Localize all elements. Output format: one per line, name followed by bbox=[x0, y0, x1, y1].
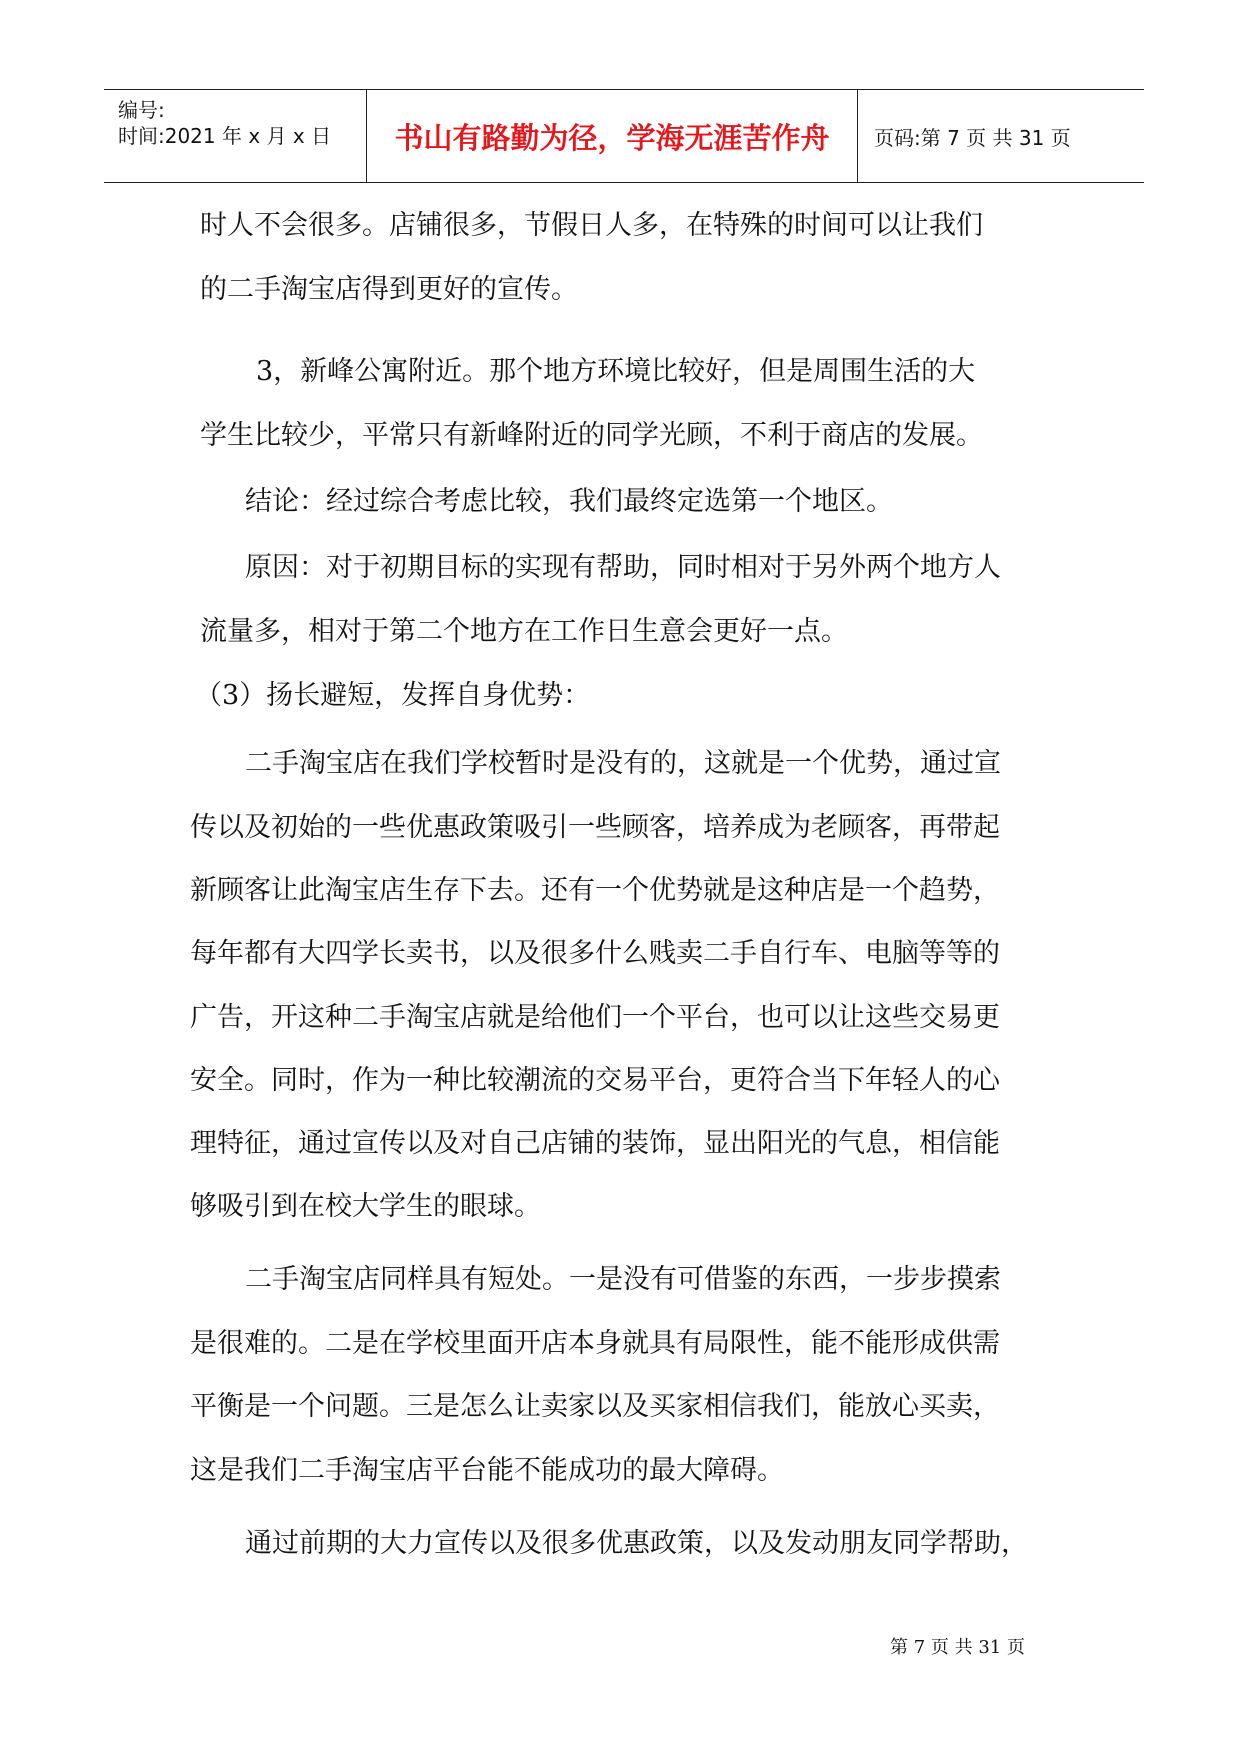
section-heading: （3）扬长避短，发挥自身优势： bbox=[195, 680, 591, 711]
body-line: 结论：经过综合考虑比较，我们最终定选第一个地区。 bbox=[245, 486, 893, 517]
header-left-cell bbox=[104, 90, 366, 182]
header-motto: 书山有路勤为径，学海无涯苦作舟 bbox=[394, 120, 830, 155]
body-line: 新顾客让此淘宝店生存下去。还有一个优势就是这种店是一个趋势， bbox=[190, 875, 1000, 906]
body-line: 传以及初始的一些优惠政策吸引一些顾客，培养成为老顾客，再带起 bbox=[190, 812, 1000, 843]
document-number-label: 编号: bbox=[118, 98, 165, 122]
page-header bbox=[104, 89, 1144, 183]
body-line: 学生比较少，平常只有新峰附近的同学光顾，不利于商店的发展。 bbox=[200, 420, 983, 451]
header-motto-cell bbox=[366, 90, 858, 182]
header-page-cell bbox=[858, 90, 1144, 182]
body-line: 是很难的。二是在学校里面开店本身就具有局限性，能不能形成供需 bbox=[190, 1328, 1000, 1359]
body-line: 的二手淘宝店得到更好的宣传。 bbox=[200, 274, 578, 305]
body-line: 原因：对于初期目标的实现有帮助，同时相对于另外两个地方人 bbox=[245, 552, 1001, 583]
body-line: 广告，开这种二手淘宝店就是给他们一个平台，也可以让这些交易更 bbox=[190, 1002, 1000, 1033]
document-time-label: 时间:2021 年 x 月 x 日 bbox=[118, 124, 332, 148]
body-line: 3，新峰公寓附近。那个地方环境比较好，但是周围生活的大 bbox=[256, 356, 976, 387]
body-line: 二手淘宝店同样具有短处。一是没有可借鉴的东西，一步步摸索 bbox=[245, 1264, 1001, 1295]
body-line: 够吸引到在校大学生的眼球。 bbox=[190, 1191, 541, 1222]
body-line: 理特征，通过宣传以及对自己店铺的装饰，显出阳光的气息，相信能 bbox=[190, 1128, 1000, 1159]
body-line: 流量多，相对于第二个地方在工作日生意会更好一点。 bbox=[200, 616, 848, 647]
body-line: 安全。同时，作为一种比较潮流的交易平台，更符合当下年轻人的心 bbox=[190, 1065, 1000, 1096]
header-page-info: 页码:第 7 页 共 31 页 bbox=[874, 125, 1071, 150]
body-line: 时人不会很多。店铺很多，节假日人多，在特殊的时间可以让我们 bbox=[200, 210, 983, 241]
body-line: 这是我们二手淘宝店平台能不能成功的最大障碍。 bbox=[190, 1455, 784, 1486]
body-line: 平衡是一个问题。三是怎么让卖家以及买家相信我们，能放心买卖， bbox=[190, 1391, 1000, 1422]
page-footer-number: 第 7 页 共 31 页 bbox=[890, 1637, 1025, 1658]
body-line: 通过前期的大力宣传以及很多优惠政策，以及发动朋友同学帮助， bbox=[245, 1528, 1028, 1559]
body-line: 二手淘宝店在我们学校暂时是没有的，这就是一个优势，通过宣 bbox=[245, 748, 1001, 779]
body-line: 每年都有大四学长卖书，以及很多什么贱卖二手自行车、电脑等等的 bbox=[190, 938, 1000, 969]
